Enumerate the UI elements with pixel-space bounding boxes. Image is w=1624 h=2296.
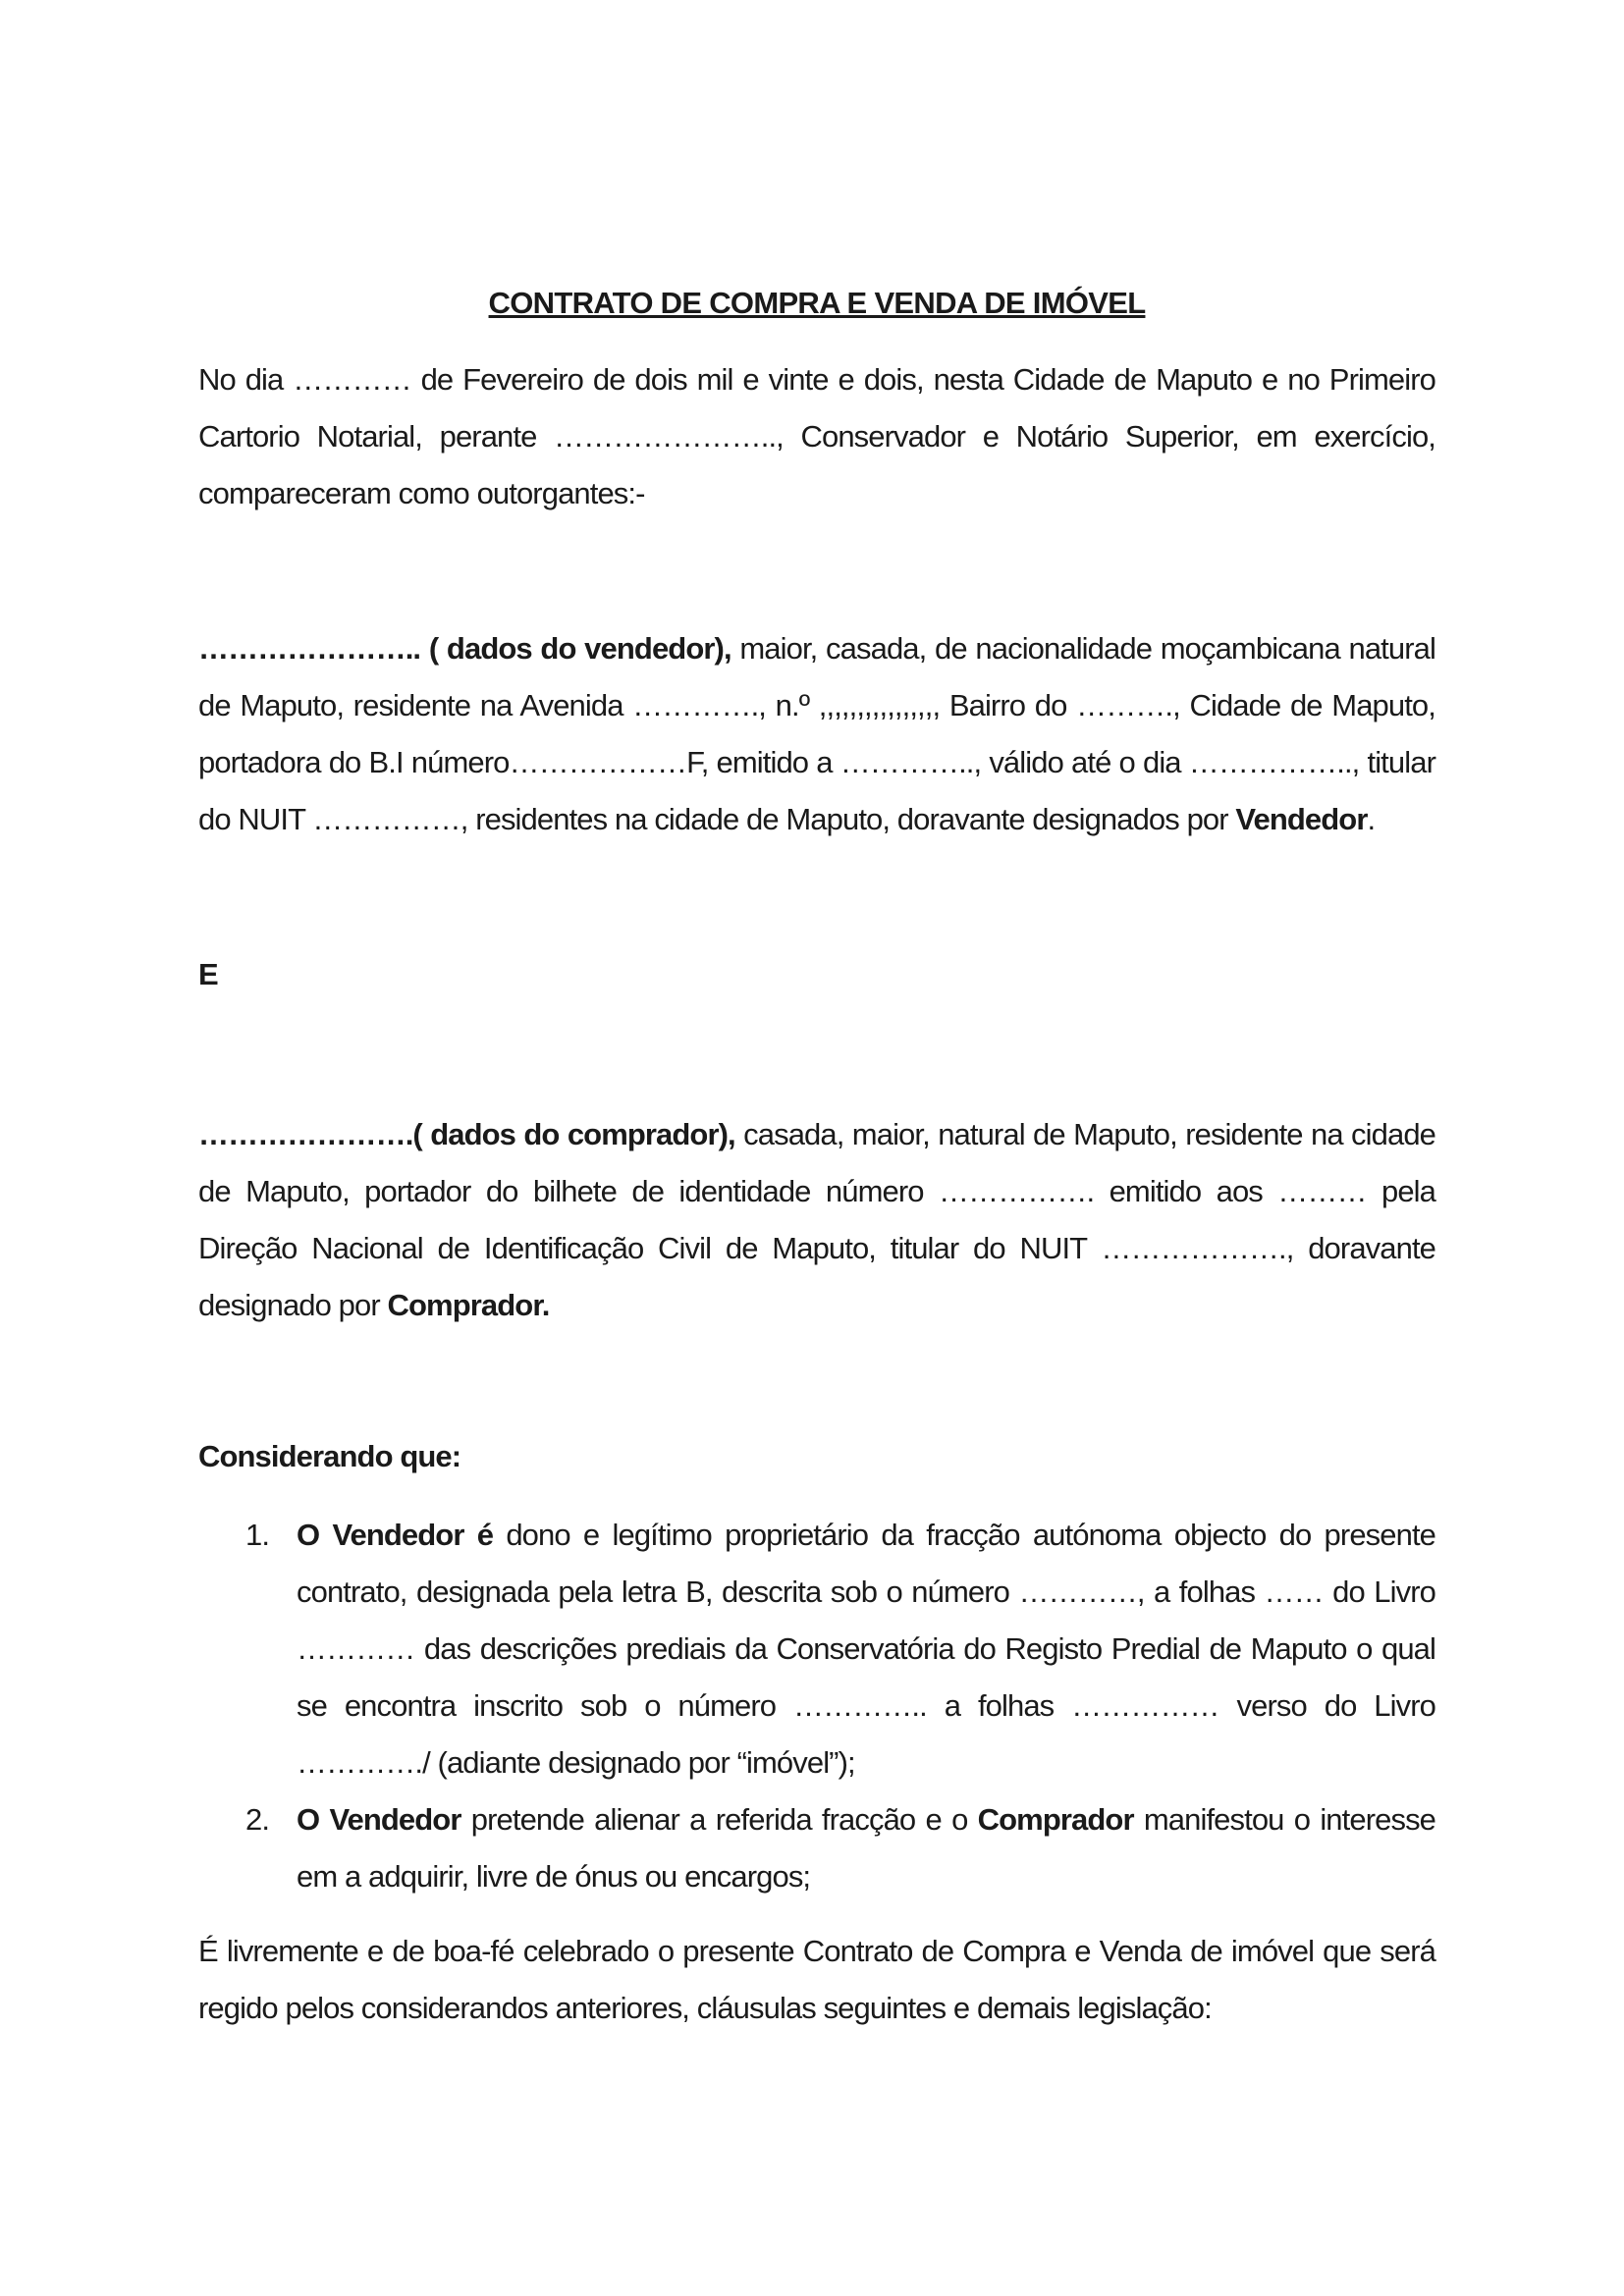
clause-buyer-role: Comprador [977, 1802, 1134, 1837]
buyer-paragraph [198, 1106, 1435, 1334]
seller-role: Vendedor [1235, 802, 1368, 836]
clause-text-end: manifestou o interesse em a adquirir, livre de ónus ou encargos; [297, 1802, 1436, 1894]
clause-lead: O Vendedor é [297, 1518, 494, 1552]
seller-placeholder: ………………….. ( dados do vendedor), [198, 631, 731, 666]
list-item-number: 2. [245, 1802, 270, 1837]
clause-lead: O Vendedor [297, 1802, 461, 1837]
buyer-placeholder: ………………….( dados do comprador), [198, 1117, 735, 1151]
seller-details: maior, casada, de nacionalidade moçambicana natural de Maputo, residente na Avenida …………., n.º ,,,,,,,,,,,,,,,, Bairro do ………., Cidade de Maputo, portadora do B.I número………………F, emitido a ………….., válido até o dia …………….., titular do NUIT ……………, residentes na cidade de Maputo, doravante designados por [198, 631, 1435, 836]
clause-text: pretende alienar a referida fracção e o [460, 1802, 978, 1837]
list-item-number: 1. [245, 1518, 270, 1552]
buyer-details: casada, maior, natural de Maputo, residente na cidade de Maputo, portador do bilhete de identidade número ……………. emitido aos ……… pela Direção Nacional de Identificação Civil de Maputo, titular do NUIT ………………., doravante designado por [198, 1117, 1435, 1322]
intro-paragraph: No dia ………… de Fevereiro de dois mil e vinte e dois, nesta Cidade de Maputo e no Primeiro Cartorio Notarial, perante ………………….., Conservador e Notário Superior, em exercício, compareceram como outorgantes:- [198, 362, 1435, 510]
conjunction-e: E [198, 957, 218, 991]
list-item [198, 1791, 1435, 1905]
list-item [198, 1507, 1435, 1791]
buyer-role: Comprador. [387, 1288, 550, 1322]
seller-paragraph [198, 620, 1435, 848]
closing-paragraph: É livremente e de boa-fé celebrado o presente Contrato de Compra e Venda de imóvel que será regido pelos considerandos anteriores, cláusulas seguintes e demais legislação: [198, 1934, 1435, 2025]
document-title: CONTRATO DE COMPRA E VENDA DE IMÓVEL [488, 286, 1146, 320]
considerando-heading: Considerando que: [198, 1439, 461, 1473]
considerando-list [198, 1507, 1435, 1905]
seller-end: . [1367, 802, 1376, 836]
document-page [198, 275, 1435, 2037]
clause-text: dono e legítimo proprietário da fracção autónoma objecto do presente contrato, designada pela letra B, descrita sob o número …………, a folhas …… do Livro ………… das descrições prediais da Conservatória do Registo Predial de Maputo o qual se encontra inscrito sob o número ………….. a folhas …………… verso do Livro …………./ (adiante designado por “imóvel”); [297, 1518, 1435, 1780]
